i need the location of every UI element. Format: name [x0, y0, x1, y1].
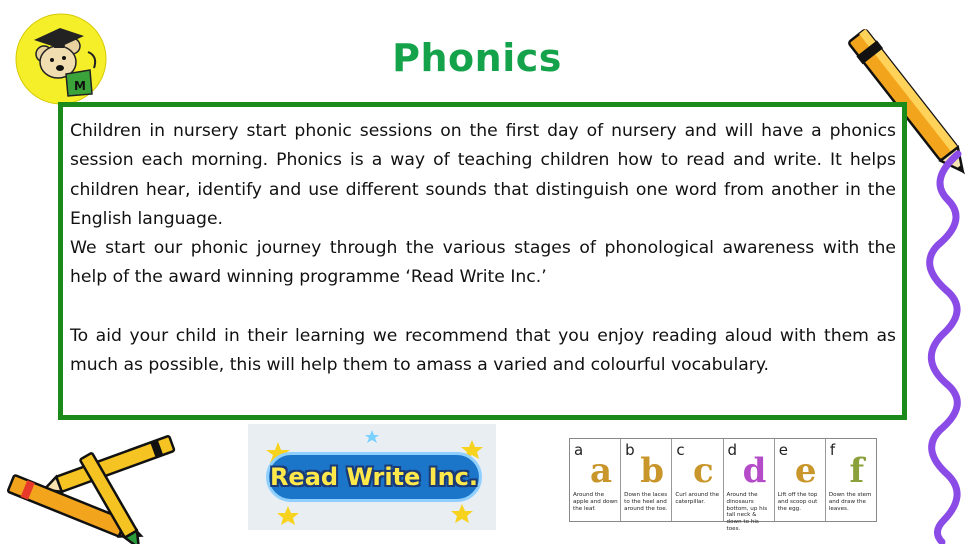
letter-large: e [794, 451, 817, 491]
letter-large: d [742, 451, 767, 491]
logo-badge-letter: M [74, 79, 86, 93]
paragraph-intro: Children in nursery start phonic sessions on the first day of nursery and will have a phonics session each morning. Phonics is a way of teaching children how to read and write. It helps children hear, identify and use different sounds that distinguish one word from another in the English language. [70, 121, 896, 229]
phonics-text-box [58, 102, 907, 420]
letter-card [724, 439, 775, 532]
letter-caption: Lift off the top and scoop out the egg. [777, 492, 818, 512]
letter-card [570, 439, 621, 521]
letter-small: e [778, 441, 788, 459]
letter-large: a [589, 451, 613, 491]
letter-caption: Curl around the caterpillar. [675, 492, 720, 505]
letter-caption: Down the stem and draw the leaves. [828, 492, 872, 512]
purple-squiggle-decoration [918, 150, 974, 544]
letter-small: d [727, 441, 738, 459]
letter-card [775, 439, 826, 521]
page-title: Phonics [392, 36, 562, 80]
crayons-icon [0, 440, 200, 544]
letter-card [826, 439, 876, 521]
letter-large: f [849, 451, 865, 491]
paragraph-rwi: We start our phonic journey through the various stages of phonological awareness with the help of the award winning programme ‘Read Write Inc.’ [70, 238, 896, 288]
letter-caption: Around the apple and down the leaf. [573, 492, 618, 512]
letter-formation-cards [569, 438, 877, 532]
letter-caption: Around the dinosaurs bottom, up his tall neck & down to his toes. [726, 492, 768, 532]
paragraph-reading-aloud: To aid your child in their learning we recommend that you enjoy reading aloud with them as much as possible, this will help them to amass a varied and colourful vocabulary. [70, 326, 896, 376]
letter-large: b [640, 451, 665, 491]
letter-small: a [574, 441, 584, 459]
letter-small: f [829, 441, 836, 459]
letter-small: c [676, 441, 685, 459]
read-write-inc-logo [248, 424, 496, 530]
letter-small: b [625, 441, 635, 459]
letter-large: c [692, 451, 714, 491]
letter-card [621, 439, 672, 521]
read-write-inc-text: Read Write Inc. [266, 452, 482, 502]
letter-card [672, 439, 723, 521]
letter-caption: Down the laces to the heel and around the toe. [624, 492, 668, 512]
